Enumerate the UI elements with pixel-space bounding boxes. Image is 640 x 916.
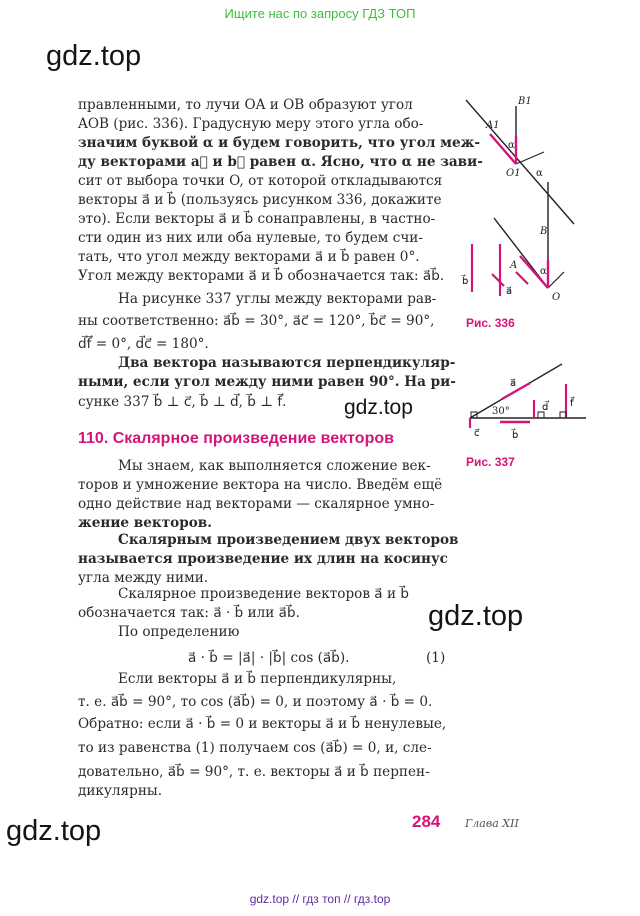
text-line: ными, если угол между ними равен 90°. На ри- xyxy=(78,374,456,390)
text-line: довательно, a⃗b⃗ = 90°, т. е. векторы a⃗ и b⃗ перпен- xyxy=(78,764,430,780)
figure-337-caption: Рис. 337 xyxy=(466,455,515,469)
text-line: т. е. a⃗b⃗ = 90°, то cos (a⃗b⃗) = 0, и поэтому a⃗ · b⃗ = 0. xyxy=(78,694,433,710)
text-line: называется произведение их длин на косинус xyxy=(78,551,448,567)
figure-336 xyxy=(460,92,580,306)
watermark: gdz.top xyxy=(428,600,524,632)
section-title: 110. Скалярное произведение векторов xyxy=(78,430,394,447)
text-line: значим буквой α и будем говорить, что угол меж- xyxy=(78,135,480,151)
text-line: На рисунке 337 углы между векторами рав- xyxy=(118,291,437,307)
text-line: торов и умножение вектора на число. Введём ещё xyxy=(78,477,443,493)
text-line: векторы a⃗ и b⃗ (пользуясь рисунком 336, докажите xyxy=(78,192,442,208)
text-line: AOB (рис. 336). Градусную меру этого угла обо- xyxy=(78,116,424,132)
label-vec-f: f⃗ xyxy=(570,398,574,409)
text-line: обозначается так: a⃗ · b⃗ или a⃗b⃗. xyxy=(78,605,300,621)
text-line: d⃗f⃗ = 0°, d⃗c⃗ = 180°. xyxy=(78,336,209,352)
watermark: gdz.top xyxy=(6,815,102,847)
label-vec-d: d⃗ xyxy=(542,402,549,413)
text-line: то из равенства (1) получаем cos (a⃗b⃗) = 0, и, сле- xyxy=(78,740,432,756)
label-b: B xyxy=(540,226,548,237)
figure-336-caption: Рис. 336 xyxy=(466,316,515,330)
text-line: сунке 337 b⃗ ⊥ c⃗, b⃗ ⊥ d⃗, b⃗ ⊥ f⃗. xyxy=(78,394,287,410)
footer-links[interactable]: gdz.top // гдз топ // гдз.top xyxy=(249,892,391,906)
text-line: это). Если векторы a⃗ и b⃗ сонаправлены, в частно- xyxy=(78,211,436,227)
text-line: одно действие над векторами — скалярное умно- xyxy=(78,496,435,512)
label-alpha: α xyxy=(536,168,543,179)
text-line: угла между ними. xyxy=(78,570,209,586)
text-line: дикулярны. xyxy=(78,783,163,799)
text-line: Скалярным произведением двух векторов xyxy=(118,532,459,548)
text-line: Обратно: если a⃗ · b⃗ = 0 и векторы a⃗ и b⃗ ненулевые, xyxy=(78,716,447,732)
text-line: Скалярное произведение векторов a⃗ и b⃗ xyxy=(118,586,409,602)
label-alpha: α xyxy=(508,140,515,151)
text-line: По определению xyxy=(118,624,240,640)
top-banner[interactable]: Ищите нас по запросу ГДЗ ТОП xyxy=(224,6,416,21)
label-o1: O1 xyxy=(506,168,521,179)
label-vec-a: a⃗ xyxy=(510,378,517,389)
chapter-label: Глава XII xyxy=(465,817,519,830)
label-vec-b: b⃗ xyxy=(462,276,469,287)
text-line: сит от выбора точки O, от которой откладываются xyxy=(78,173,443,189)
page-number: 284 xyxy=(412,812,441,831)
label-b1: B1 xyxy=(518,96,532,107)
text-line: сти один из них или оба нулевые, то будем счи- xyxy=(78,230,423,246)
text-line: Угол между векторами a⃗ и b⃗ обозначается так: a⃗b⃗. xyxy=(78,268,445,284)
text-line: a⃗ · b⃗ = |a⃗| · |b⃗| cos (a⃗b⃗). xyxy=(188,650,350,666)
text-line: Два вектора называются перпендикуляр- xyxy=(118,355,456,371)
text-line: ны соответственно: a⃗b⃗ = 30°, a⃗c⃗ = 120°, b⃗c⃗ = 90°, xyxy=(78,313,435,329)
watermark: gdz.top xyxy=(46,40,142,72)
label-alpha: α xyxy=(540,266,547,277)
text-line: правленными, то лучи OA и OB образуют угол xyxy=(78,97,413,113)
watermark: gdz.top xyxy=(344,396,413,419)
text-line: тать, что угол между векторами a⃗ и b⃗ равен 0°. xyxy=(78,249,420,265)
label-a: A xyxy=(510,260,518,271)
text-line: ду векторами a⃗ и b⃗ равен α. Ясно, что α не зави- xyxy=(78,154,483,170)
label-vec-b: b⃗ xyxy=(512,430,519,440)
label-o: O xyxy=(552,292,561,303)
label-vec-a: a⃗ xyxy=(506,286,513,297)
text-line: Если векторы a⃗ и b⃗ перпендикулярны, xyxy=(118,671,397,687)
label-a1: A1 xyxy=(486,120,500,131)
angle-label: 30° xyxy=(492,406,510,417)
figure-337 xyxy=(460,356,590,440)
text-line: Мы знаем, как выполняется сложение век- xyxy=(118,458,431,474)
label-vec-c: c⃗ xyxy=(474,428,480,439)
text-line: (1) xyxy=(426,650,446,666)
text-line: жение векторов. xyxy=(78,515,212,531)
